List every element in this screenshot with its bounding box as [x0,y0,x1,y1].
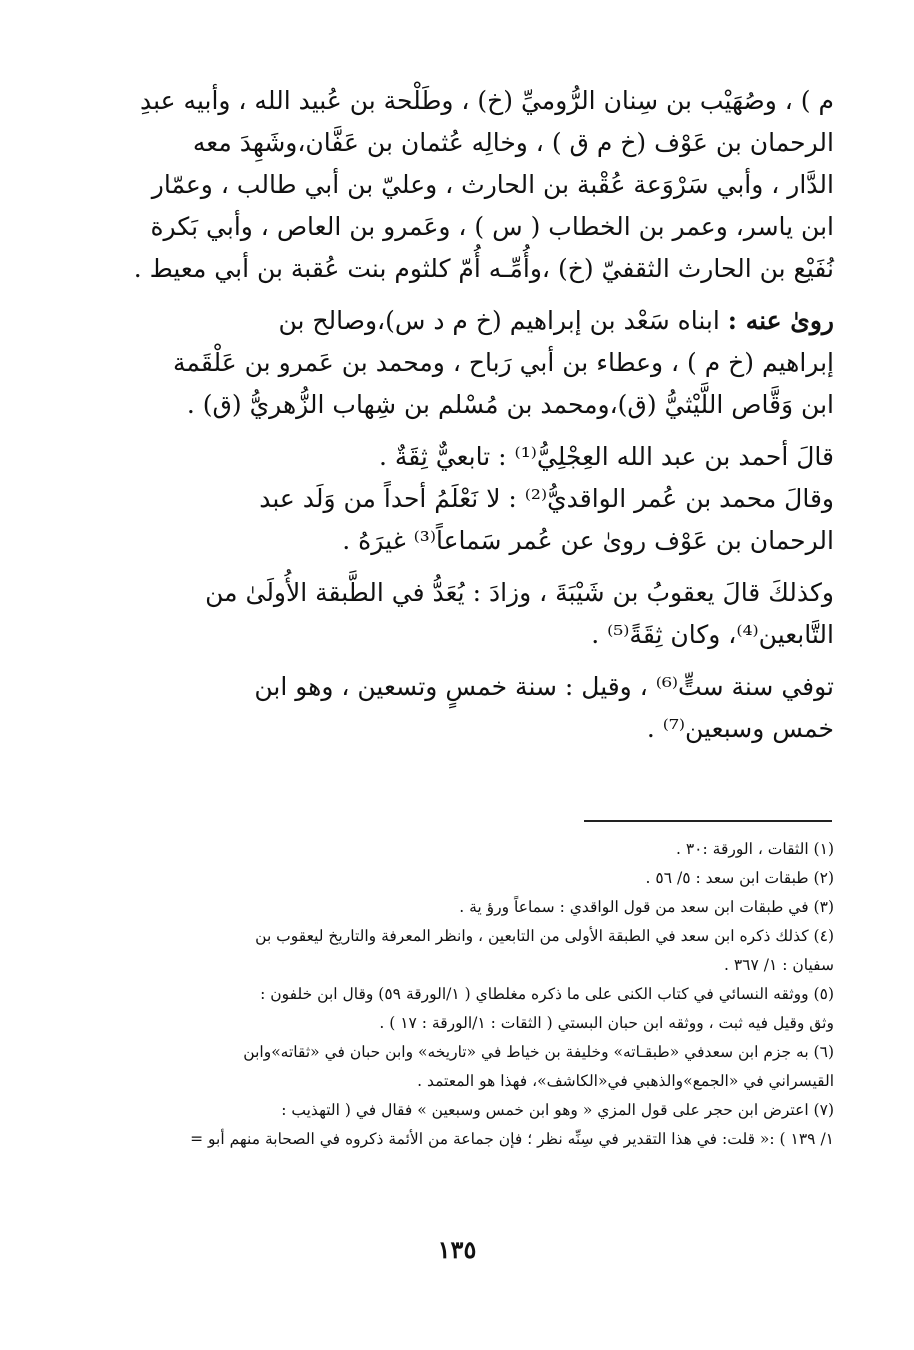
footnotes [144,835,834,1154]
text-line: م ) ، وصُهَيْب بن سِنان الرُّوميِّ (خ) ، وطَلْحة بن عُبيد الله ، وأبيه عبدِ [140,86,834,115]
footnote: (٥) ووثقه النسائي في كتاب الكنى على ما ذكره مغلطاي ( ١/الورقة ٥٩) وقال ابن خلفون : [260,985,834,1003]
footnote: (٣) في طبقات ابن سعد من قول الواقدي : سماعاً ورؤ ية . [459,898,834,916]
text-line: الرحمان بن عَوْف (خ م ق ) ، وخالِه عُثمان بن عَفَّان،وشَهِدَ معه [192,128,834,157]
footnote-continuation: القيسراني في «الجمع»والذهبي في«الكاشف»، فهذا هو المعتمد . [417,1072,834,1090]
text-line: وقالَ محمد بن عُمر الواقديُّ⁽²⁾ : لا نَعْلَمُ أحداً من وَلَد عبد [259,484,834,513]
text-line [134,300,834,342]
paragraph-3 [134,436,834,478]
paragraph-6 [134,666,834,750]
footnote: (٦) به جزم ابن سعدفي «طبقـاته» وخليفة بن خياط في «تاريخه» وابن حبان في «ثقاته»وابن [243,1043,834,1061]
paragraph-4 [134,478,834,562]
text-line: توفي سنة ستٍّ⁽⁶⁾ ، وقيل : سنة خمسٍ وتسعين ، وهو ابن [254,672,834,701]
text-line: خمس وسبعين⁽⁷⁾ . [646,714,834,743]
footnote-divider [584,820,832,822]
narrators-heading: روىٰ عنه : [727,306,834,335]
text-run: ابناه سَعْد بن إبراهيم (خ م د س)،وصالح بن [278,306,728,335]
text-line: وكذلكَ قالَ يعقوبُ بن شَيْبَةَ ، وزادَ : يُعَدُّ في الطَّبقة الأُولَىٰ من [205,578,834,607]
footnote: (٢) طبقات ابن سعد : ٥/ ٥٦ . [645,869,834,887]
page-number: ١٣٥ [437,1235,477,1264]
text-line: نُفَيْع بن الحارث الثقفيّ (خ) ،وأُمِّـه أُمّ كلثوم بنت عُقبة بن أبي معيط . [133,254,834,283]
footnote: (٧) اعترض ابن حجر على قول المزي « وهو ابن خمس وسبعين » فقال في ( التهذيب : [281,1101,834,1119]
text-line: إبراهيم (خ م ) ، وعطاء بن أبي رَباح ، ومحمد بن عَمرو بن عَلْقَمة [173,348,834,377]
text-line: الدَّار ، وأبي سَرْوَعة عُقْبة بن الحارث ، وعليّ بن أبي طالب ، وعمّار [151,170,834,199]
text-line: الرحمان بن عَوْف روىٰ عن عُمر سَماعاً⁽³⁾ غيرَهُ . [342,526,834,555]
footnote: (١) الثقات ، الورقة :٣٠ . [676,840,834,858]
main-text [134,80,834,750]
footnote-continuation: ١/ ١٣٩ ) :« قلت: في هذا التقدير في سِنِّه نظر ؛ فإن جماعة من الأئمة ذكروه في الصحابة منهم أبو = [190,1130,834,1148]
paragraph-1 [134,80,834,290]
footnote-continuation: وثق وقيل فيه ثبت ، ووثقه ابن حبان البستي ( الثقات : ١/الورقة : ١٧ ) . [379,1014,834,1032]
text-line: ابن وَقَّاص اللَّيْثيُّ (ق)،ومحمد بن مُسْلم بن شِهاب الزُّهريُّ (ق) . [186,390,834,419]
text-line: قالَ أحمد بن عبد الله العِجْلِيُّ⁽¹⁾ : تابعيٌّ ثِقَةٌ . [378,442,834,471]
text-line: ابن ياسر، وعمر بن الخطاب ( س ) ، وعَمرو بن العاص ، وأبي بَكرة [150,212,834,241]
footnote: (٤) كذلك ذكره ابن سعد في الطبقة الأولى من التابعين ، وانظر المعرفة والتاريخ ليعقوب بن [255,927,834,945]
text-line: التَّابعين⁽⁴⁾، وكان ثِقَةً⁽⁵⁾ . [591,620,834,649]
paragraph-5 [134,572,834,656]
footnote-continuation: سفيان : ١/ ٣٦٧ . [723,956,834,974]
paragraph-2 [134,300,834,426]
